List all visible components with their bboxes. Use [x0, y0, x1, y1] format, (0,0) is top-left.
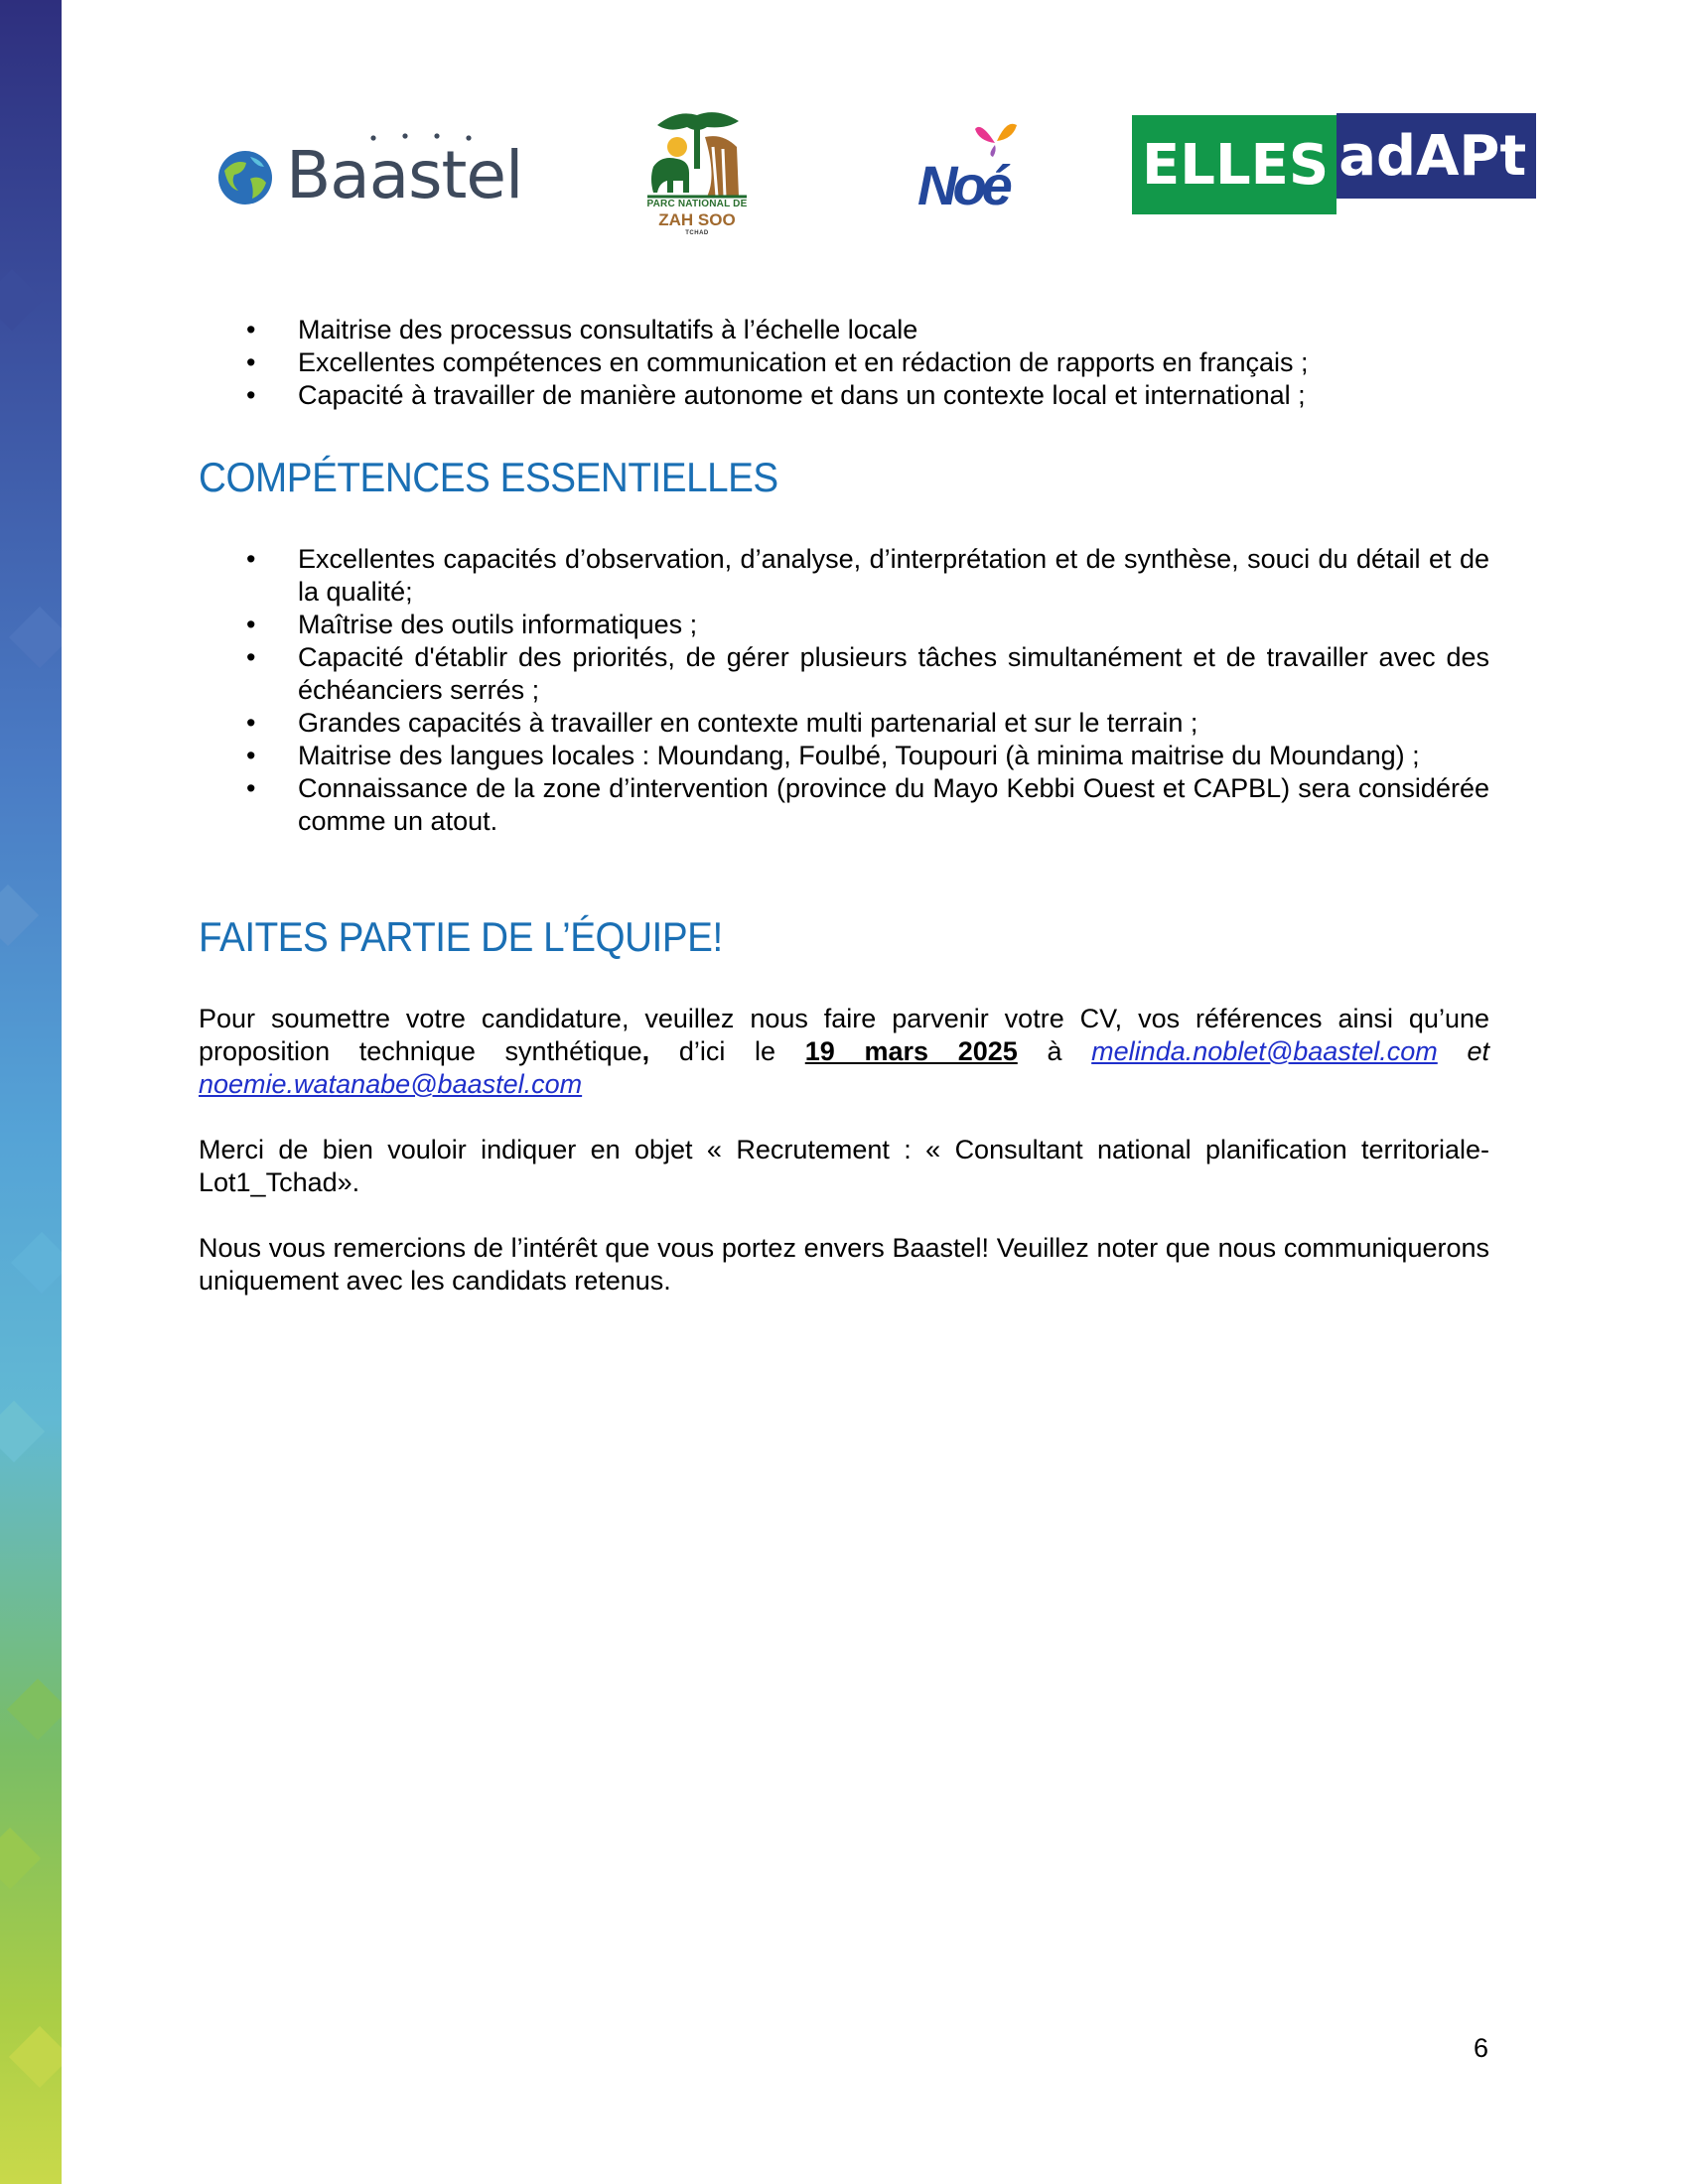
zahsoo-line3: TCHAD: [685, 230, 709, 236]
zahsoo-park-logo: [643, 107, 751, 236]
ellesadapt-logo: [1132, 113, 1536, 214]
zahsoo-line1: PARC NATIONAL DE: [646, 199, 748, 209]
globe-icon: [216, 149, 274, 206]
ellesadapt-part1: ELLES: [1132, 115, 1336, 214]
list-item: • Connaissance de la zone d’intervention (province du Mayo Kebbi Ouest et CAPBL) sera considérée comme un atout.: [199, 772, 1489, 838]
ellesadapt-part2: adAPt: [1336, 113, 1536, 199]
conjunction-et: et: [1437, 1036, 1489, 1066]
requirements-list: [199, 314, 1489, 412]
application-text-deadline: d’ici le: [649, 1036, 805, 1066]
application-text: Pour soumettre votre candidature, veuillez nous faire parvenir votre CV, vos références ainsi qu’une proposition technique synthétique: [199, 1004, 1489, 1066]
application-text-to: à: [1017, 1036, 1092, 1066]
subject-paragraph: Merci de bien vouloir indiquer en objet « Recrutement : « Consultant national planification territoriale-Lot1_Tchad».: [199, 1135, 1489, 1197]
header-logos: [0, 99, 1688, 248]
zahsoo-line2: ZAH SOO: [658, 210, 736, 229]
list-item: • Capacité à travailler de manière autonome et dans un contexte local et international ;: [199, 379, 1489, 412]
list-item: • Maîtrise des outils informatiques ;: [199, 609, 1489, 641]
page-number: 6: [1474, 2033, 1489, 2063]
document-body: [199, 314, 1489, 1297]
list-item: • Maitrise des langues locales : Moundang, Foulbé, Toupouri (à minima maitrise du Moundang) ;: [199, 740, 1489, 772]
list-item: • Grandes capacités à travailler en contexte multi partenarial et sur le terrain ;: [199, 707, 1489, 740]
email-link-melinda[interactable]: melinda.noblet@baastel.com: [1091, 1036, 1438, 1066]
tree-elephant-icon: [647, 107, 747, 199]
deadline-date: 19 mars 2025: [804, 1036, 1018, 1066]
side-decoration-band: [0, 0, 62, 2184]
noe-wordmark: Noé: [917, 154, 1008, 216]
spacer: [199, 1199, 1489, 1232]
baastel-logo: [216, 119, 523, 213]
competences-list: [199, 543, 1489, 838]
baastel-wordmark: Baastel: [286, 137, 523, 213]
list-item: • Capacité d'établir des priorités, de gérer plusieurs tâches simultanément et de travailler avec des échéanciers serrés ;: [199, 641, 1489, 707]
list-item: • Excellentes compétences en communication et en rédaction de rapports en français ;: [199, 346, 1489, 379]
section-title-competences: COMPÉTENCES ESSENTIELLES: [199, 454, 778, 500]
list-item: • Excellentes capacités d’observation, d’analyse, d’interprétation et de synthèse, souci du détail et de la qualité;: [199, 543, 1489, 609]
spacer: [199, 1101, 1489, 1134]
application-paragraph: [199, 1003, 1489, 1101]
section-title-equipe: FAITES PARTIE DE L’ÉQUIPE!: [199, 913, 723, 960]
list-item: • Maitrise des processus consultatifs à l’échelle locale: [199, 314, 1489, 346]
thanks-paragraph: Nous vous remercions de l’intérêt que vous portez envers Baastel! Veuillez noter que nous communiquerons uniquement avec les candidats retenus.: [199, 1233, 1489, 1296]
email-link-noemie[interactable]: noemie.watanabe@baastel.com: [199, 1069, 583, 1099]
comma: ,: [641, 1036, 650, 1066]
noe-logo: [917, 119, 1027, 216]
